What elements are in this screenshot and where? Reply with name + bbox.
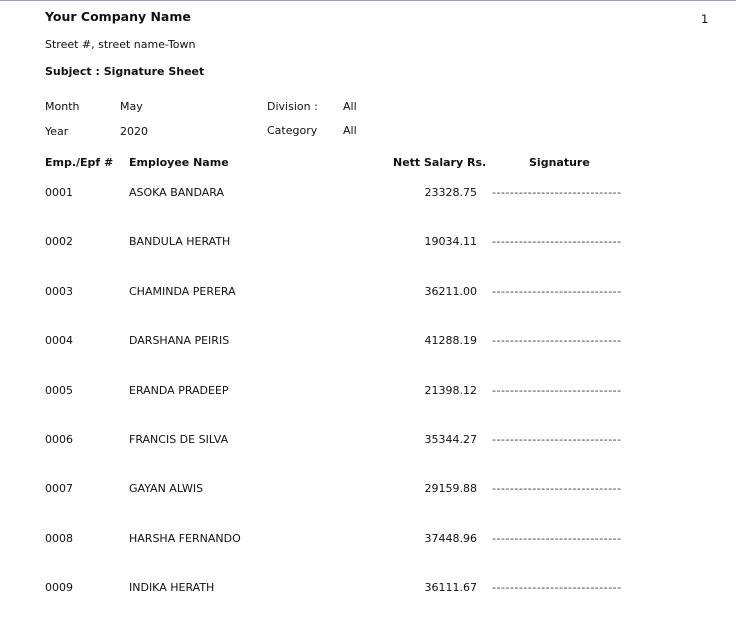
top-border	[0, 0, 736, 1]
employee-name-cell: ASOKA BANDARA	[129, 186, 225, 199]
signature-line: -----------------------------	[492, 186, 622, 199]
table-row	[0, 532, 736, 552]
employee-name-cell: BANDULA HERATH	[129, 235, 231, 248]
emp-id-cell: 0002	[45, 235, 73, 248]
year-label: Year	[45, 125, 69, 138]
col-header-nett-salary: Nett Salary Rs.	[393, 156, 487, 169]
signature-line: -----------------------------	[492, 285, 622, 298]
emp-id-cell: 0004	[45, 334, 73, 347]
emp-id-cell: 0005	[45, 384, 73, 397]
company-address: Street #, street name-Town	[45, 38, 196, 51]
division-label: Division :	[267, 100, 318, 113]
signature-line: -----------------------------	[492, 581, 622, 594]
table-row	[0, 285, 736, 305]
employee-name-cell: INDIKA HERATH	[129, 581, 215, 594]
nett-salary-cell: 35344.27	[424, 433, 477, 446]
emp-id-cell: 0009	[45, 581, 73, 594]
nett-salary-cell: 19034.11	[424, 235, 477, 248]
emp-id-cell: 0008	[45, 532, 73, 545]
col-header-signature: Signature	[529, 156, 590, 169]
emp-id-cell: 0003	[45, 285, 73, 298]
signature-line: -----------------------------	[492, 482, 622, 495]
table-row	[0, 186, 736, 206]
table-row	[0, 581, 736, 601]
signature-line: -----------------------------	[492, 334, 622, 347]
division-value: All	[343, 100, 357, 113]
nett-salary-cell: 21398.12	[424, 384, 477, 397]
employee-name-cell: FRANCIS DE SILVA	[129, 433, 229, 446]
nett-salary-cell: 36211.00	[424, 285, 477, 298]
table-row	[0, 482, 736, 502]
company-name: Your Company Name	[45, 9, 191, 24]
employee-name-cell: GAYAN ALWIS	[129, 482, 204, 495]
nett-salary-cell: 36111.67	[424, 581, 477, 594]
employee-name-cell: HARSHA FERNANDO	[129, 532, 241, 545]
nett-salary-cell: 37448.96	[424, 532, 477, 545]
nett-salary-cell: 23328.75	[424, 186, 477, 199]
category-label: Category	[267, 124, 318, 137]
signature-line: -----------------------------	[492, 532, 622, 545]
nett-salary-cell: 29159.88	[424, 482, 477, 495]
table-row	[0, 334, 736, 354]
table-row	[0, 433, 736, 453]
signature-line: -----------------------------	[492, 384, 622, 397]
employee-name-cell: CHAMINDA PERERA	[129, 285, 236, 298]
nett-salary-cell: 41288.19	[424, 334, 477, 347]
page-number: 1	[701, 12, 709, 26]
employee-name-cell: ERANDA PRADEEP	[129, 384, 229, 397]
emp-id-cell: 0001	[45, 186, 73, 199]
signature-line: -----------------------------	[492, 433, 622, 446]
year-value: 2020	[120, 125, 148, 138]
month-label: Month	[45, 100, 80, 113]
col-header-emp-id: Emp./Epf #	[45, 156, 114, 169]
emp-id-cell: 0007	[45, 482, 73, 495]
category-value: All	[343, 124, 357, 137]
report-subject: Subject : Signature Sheet	[45, 65, 205, 78]
table-row	[0, 235, 736, 255]
emp-id-cell: 0006	[45, 433, 73, 446]
col-header-employee-name: Employee Name	[129, 156, 229, 169]
month-value: May	[120, 100, 143, 113]
employee-name-cell: DARSHANA PEIRIS	[129, 334, 230, 347]
signature-line: -----------------------------	[492, 235, 622, 248]
table-row	[0, 384, 736, 404]
